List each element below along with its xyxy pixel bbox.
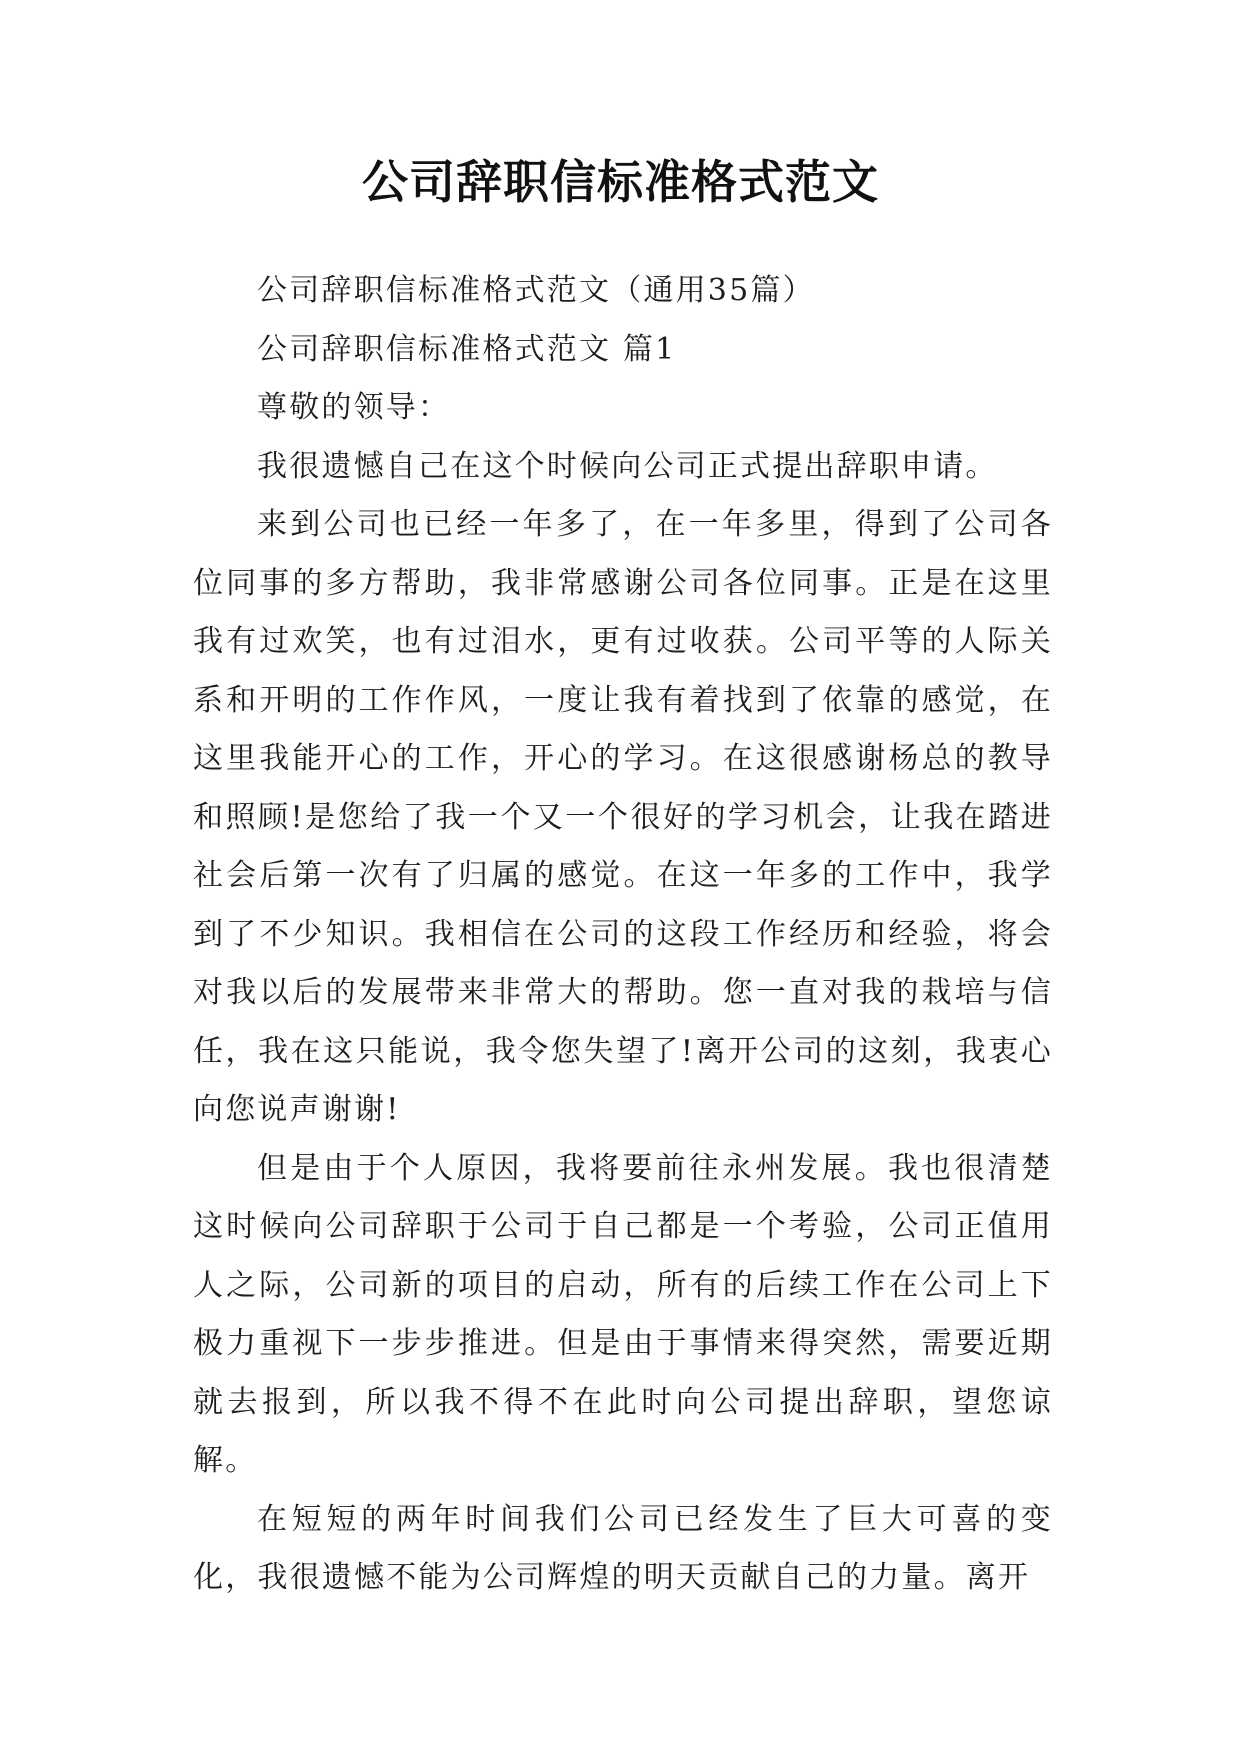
body-paragraph: 在短短的两年时间我们公司已经发生了巨大可喜的变化，我很遗憾不能为公司辉煌的明天贡献自己的力量。离开 — [193, 1501, 1053, 1595]
document-body — [193, 262, 1053, 1608]
body-paragraph: 来到公司也已经一年多了，在一年多里，得到了公司各位同事的多方帮助，我非常感谢公司各位同事。正是在这里我有过欢笑，也有过泪水，更有过收获。公司平等的人际关系和开明的工作作风，一度让我有着找到了依靠的感觉，在这里我能开心的工作，开心的学习。在这很感谢杨总的教导和照顾!是您给了我一个又一个很好的学习机会，让我在踏进社会后第一次有了归属的感觉。在这一年多的工作中，我学到了不少知识。我相信在公司的这段工作经历和经验，将会对我以后的发展带来非常大的帮助。您一直对我的栽培与信任，我在这只能说，我令您失望了!离开公司的这刻，我衷心向您说声谢谢! — [193, 507, 1053, 1127]
subtitle-paragraph: 公司辞职信标准格式范文（通用35篇） — [257, 273, 815, 308]
body-paragraph: 我很遗憾自己在这个时候向公司正式提出辞职申请。 — [257, 448, 998, 484]
document-title: 公司辞职信标准格式范文 — [362, 155, 879, 209]
section-heading: 公司辞职信标准格式范文 篇1 — [257, 331, 677, 367]
salutation: 尊敬的领导： — [257, 390, 451, 425]
body-paragraph: 但是由于个人原因，我将要前往永州发展。我也很清楚这时候向公司辞职于公司于自己都是一个考验，公司正值用人之际，公司新的项目的启动，所有的后续工作在公司上下极力重视下一步步推进。但是由于事情来得突然，需要近期就去报到，所以我不得不在此时向公司提出辞职，望您谅解。 — [193, 1150, 1053, 1478]
